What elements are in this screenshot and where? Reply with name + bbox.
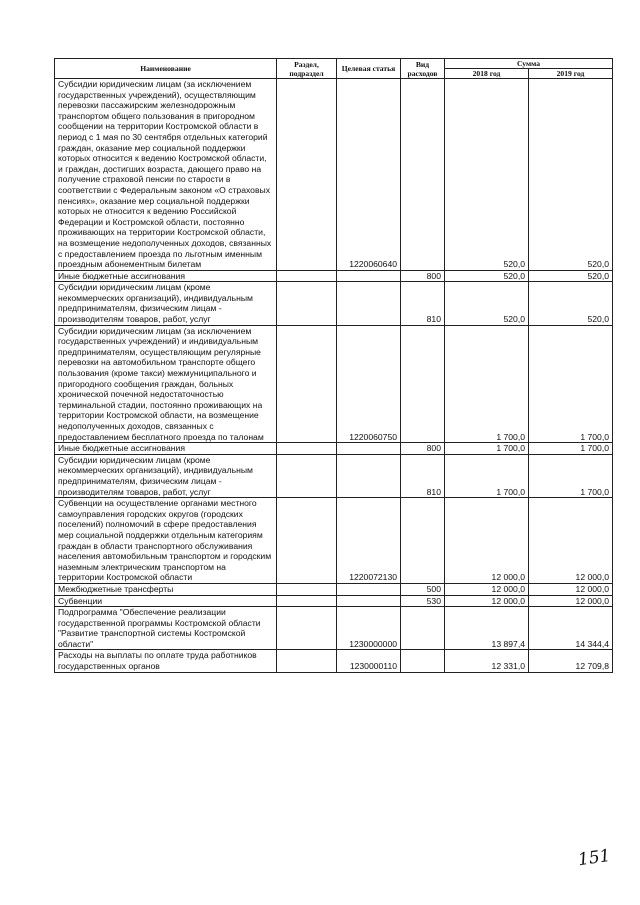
budget-table <box>54 58 613 673</box>
row-name: Субсидии юридическим лицам (за исключением государственных учреждений), осуществляющим перевозки пассажирским железнодорожным транспортом общего пользования в пригородном сообщении на территории Костромской области в период с 1 мая по 30 сентября отдельных категорий граждан, оказание мер социальной поддержки которых относится к ведению Костромской области, и граждан, достигших возраста, дающего право на получение страховой пенсии по старости в соответствии с Федеральным законом «О страховых пенсиях», оказание мер социальной поддержки которых не относится к ведению Российской Федерации и Костромской области, постоянно проживающих на территории Костромской области, на возмещение недополученных доходов, связанных с предоставлением проезда по льготным именным проездным абонементным билетам <box>55 79 277 271</box>
row-target <box>337 595 401 607</box>
table-row <box>55 79 613 271</box>
header-sum: Сумма <box>445 59 613 69</box>
row-2019: 12 000,0 <box>529 595 613 607</box>
row-type: 810 <box>401 282 445 325</box>
row-2019: 1 700,0 <box>529 454 613 497</box>
row-section <box>277 282 337 325</box>
table-row <box>55 650 613 672</box>
row-2018: 520,0 <box>445 270 529 282</box>
table-row <box>55 270 613 282</box>
row-type <box>401 79 445 271</box>
row-type: 800 <box>401 443 445 455</box>
row-section <box>277 498 337 584</box>
row-type <box>401 607 445 650</box>
row-2018: 12 000,0 <box>445 595 529 607</box>
table-row <box>55 595 613 607</box>
row-name: Иные бюджетные ассигнования <box>55 270 277 282</box>
header-name: Наименование <box>55 59 277 79</box>
table-row <box>55 607 613 650</box>
row-2018: 1 700,0 <box>445 454 529 497</box>
row-section <box>277 454 337 497</box>
row-target: 1220060750 <box>337 325 401 443</box>
row-name: Расходы на выплаты по оплате труда работников государственных органов <box>55 650 277 672</box>
row-2018: 520,0 <box>445 282 529 325</box>
row-name: Подпрограмма "Обеспечение реализации государственной программы Костромской области "Развитие транспортной системы Костромской области" <box>55 607 277 650</box>
row-2019: 14 344,4 <box>529 607 613 650</box>
row-target <box>337 443 401 455</box>
row-type <box>401 650 445 672</box>
table-row <box>55 443 613 455</box>
row-2018: 13 897,4 <box>445 607 529 650</box>
row-type: 530 <box>401 595 445 607</box>
row-target: 1230000110 <box>337 650 401 672</box>
row-2019: 12 000,0 <box>529 583 613 595</box>
row-section <box>277 650 337 672</box>
row-type: 800 <box>401 270 445 282</box>
row-name: Субсидии юридическим лицам (кроме некоммерческих организаций), индивидуальным предпринимателям, физическим лицам - производителям товаров, работ, услуг <box>55 282 277 325</box>
row-section <box>277 325 337 443</box>
row-name: Межбюджетные трансферты <box>55 583 277 595</box>
row-2018: 12 000,0 <box>445 583 529 595</box>
row-target: 1220060640 <box>337 79 401 271</box>
row-2019: 12 709,8 <box>529 650 613 672</box>
table-row <box>55 282 613 325</box>
row-target: 1220072130 <box>337 498 401 584</box>
row-2019: 12 000,0 <box>529 498 613 584</box>
row-2018: 12 331,0 <box>445 650 529 672</box>
header-section: Раздел, подраздел <box>277 59 337 79</box>
row-target <box>337 282 401 325</box>
row-section <box>277 595 337 607</box>
row-name: Субсидии юридическим лицам (за исключением государственных учреждений) и индивидуальным предпринимателям, осуществляющим регулярные перевозки на автомобильном транспорте общего пользования (кроме такси) межмуниципального и пригородного сообщения граждан, больных хронической почечной недостаточностью терминальной стадии, постоянно проживающих на территории Костромской области, на возмещение недополученных доходов, связанных с предоставлением бесплатного проезда по талонам <box>55 325 277 443</box>
header-2019: 2019 год <box>529 69 613 79</box>
table-header <box>55 59 613 79</box>
row-target <box>337 583 401 595</box>
row-type <box>401 325 445 443</box>
row-type: 810 <box>401 454 445 497</box>
row-2018: 1 700,0 <box>445 325 529 443</box>
row-section <box>277 443 337 455</box>
header-target: Целевая статья <box>337 59 401 79</box>
row-2018: 1 700,0 <box>445 443 529 455</box>
row-2018: 520,0 <box>445 79 529 271</box>
header-2018: 2018 год <box>445 69 529 79</box>
table-row <box>55 325 613 443</box>
row-2019: 520,0 <box>529 270 613 282</box>
row-type: 500 <box>401 583 445 595</box>
row-target <box>337 270 401 282</box>
row-name: Иные бюджетные ассигнования <box>55 443 277 455</box>
row-name: Субвенции на осуществление органами местного самоуправления городских округов (городских поселений) полномочий в сфере предоставления мер социальной поддержки отдельным категориям граждан в области транспортного обслуживания населения автомобильным транспортом и городским наземным электрическим транспортом на территории Костромской области <box>55 498 277 584</box>
row-2019: 520,0 <box>529 79 613 271</box>
row-name: Субвенции <box>55 595 277 607</box>
header-type: Вид расходов <box>401 59 445 79</box>
row-target <box>337 454 401 497</box>
table-row <box>55 454 613 497</box>
row-target: 1230000000 <box>337 607 401 650</box>
row-section <box>277 79 337 271</box>
row-section <box>277 270 337 282</box>
row-2019: 1 700,0 <box>529 443 613 455</box>
table-row <box>55 498 613 584</box>
row-2018: 12 000,0 <box>445 498 529 584</box>
row-name: Субсидии юридическим лицам (кроме некоммерческих организаций), индивидуальным предпринимателям, физическим лицам - производителям товаров, работ, услуг <box>55 454 277 497</box>
page-number: 151 <box>576 845 612 871</box>
row-2019: 520,0 <box>529 282 613 325</box>
row-2019: 1 700,0 <box>529 325 613 443</box>
table-row <box>55 583 613 595</box>
table-body <box>55 79 613 673</box>
row-section <box>277 583 337 595</box>
row-type <box>401 498 445 584</box>
row-section <box>277 607 337 650</box>
